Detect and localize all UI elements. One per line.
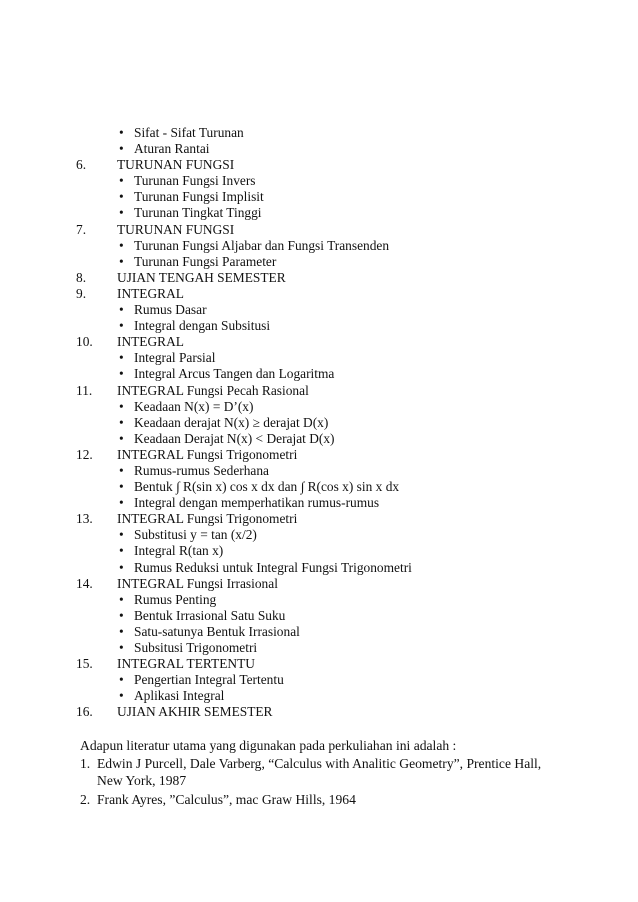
outline-heading <box>0 447 638 463</box>
outline-bullet-text: Keadaan N(x) = D’(x) <box>134 398 254 414</box>
outline-heading-text: INTEGRAL Fungsi Trigonometri <box>117 511 298 527</box>
outline-heading <box>0 511 638 527</box>
outline-bullet-text: Bentuk ∫ R(sin x) cos x dx dan ∫ R(cos x) sin x dx <box>134 479 400 495</box>
outline-heading <box>0 334 638 350</box>
outline-bullet-item <box>0 672 638 688</box>
outline-bullet-text: Satu-satunya Bentuk Irrasional <box>134 623 300 639</box>
reference-text: Frank Ayres, ”Calculus”, mac Graw Hills, 1964 <box>97 792 356 807</box>
outline-bullet-text: Rumus-rumus Sederhana <box>134 462 269 478</box>
outline-bullet-text: Sifat - Sifat Turunan <box>134 125 244 140</box>
outline-heading <box>0 157 638 173</box>
outline-heading-text: UJIAN AKHIR SEMESTER <box>117 704 273 720</box>
bullet-icon: • <box>119 141 124 157</box>
outline-number: 13. <box>76 511 93 527</box>
bullet-icon: • <box>119 623 124 639</box>
outline-heading <box>0 383 638 399</box>
outline-heading <box>0 704 638 720</box>
reference-item <box>0 756 567 789</box>
outline-bullet-item <box>0 173 638 189</box>
outline-number: 11. <box>76 382 93 398</box>
outline-bullet-text: Turunan Fungsi Invers <box>134 173 256 189</box>
outline-bullet-item <box>0 640 638 656</box>
outline-bullet-text: Aturan Rantai <box>134 141 210 157</box>
bullet-icon: • <box>119 430 124 446</box>
bullet-icon: • <box>119 543 124 559</box>
bullet-icon: • <box>119 559 124 575</box>
bullet-icon: • <box>119 607 124 623</box>
outline-number: 6. <box>76 157 87 173</box>
outline-bullet-text: Keadaan derajat N(x) ≥ derajat D(x) <box>134 414 329 430</box>
bullet-icon: • <box>119 237 124 253</box>
reference-number: 2. <box>80 792 91 807</box>
outline-bullet-item <box>0 205 638 221</box>
outline-bullet-text: Integral dengan Subsitusi <box>134 318 271 334</box>
outline-bullet-item <box>0 254 638 270</box>
bullet-icon: • <box>119 591 124 607</box>
bullet-icon: • <box>119 495 124 511</box>
outline-bullet-text: Pengertian Integral Tertentu <box>134 672 284 688</box>
outline-bullet-item <box>0 688 638 704</box>
bullet-icon: • <box>119 688 124 704</box>
bullet-icon: • <box>119 253 124 269</box>
outline-bullet-item <box>0 366 638 382</box>
outline-bullet-text: Aplikasi Integral <box>134 688 225 704</box>
outline-heading-text: INTEGRAL Fungsi Trigonometri <box>117 446 298 462</box>
bullet-icon: • <box>119 125 124 140</box>
outline-number: 10. <box>76 334 93 350</box>
outline-heading <box>0 576 638 592</box>
bullet-icon: • <box>119 366 124 382</box>
outline-bullet-text: Turunan Fungsi Aljabar dan Fungsi Transenden <box>134 237 390 253</box>
bullet-icon: • <box>119 479 124 495</box>
outline-heading-text: TURUNAN FUNGSI <box>117 221 235 237</box>
reference-number: 1. <box>80 756 91 771</box>
outline-bullet-item <box>0 608 638 624</box>
outline-bullet-item <box>0 527 638 543</box>
outline-bullet-item <box>0 624 638 640</box>
bullet-icon: • <box>119 640 124 655</box>
outline-bullet-item <box>0 399 638 415</box>
outline-bullet-item <box>0 415 638 431</box>
outline-bullet-item <box>0 238 638 254</box>
course-outline <box>0 125 638 720</box>
outline-number: 16. <box>76 704 93 720</box>
bullet-icon: • <box>119 350 124 366</box>
outline-bullet-text: Rumus Reduksi untuk Integral Fungsi Trigonometri <box>134 559 412 575</box>
outline-bullet-item <box>0 560 638 576</box>
outline-heading-text: UJIAN TENGAH SEMESTER <box>117 269 286 285</box>
bullet-icon: • <box>119 398 124 414</box>
outline-bullet-text: Integral Arcus Tangen dan Logaritma <box>134 366 335 382</box>
outline-bullet-item <box>0 479 638 495</box>
outline-bullet-item <box>0 125 638 141</box>
outline-number: 14. <box>76 575 93 591</box>
outline-bullet-text: Turunan Fungsi Implisit <box>134 189 264 205</box>
outline-heading <box>0 286 638 302</box>
outline-bullet-item <box>0 350 638 366</box>
bullet-icon: • <box>119 414 124 430</box>
outline-bullet-item <box>0 592 638 608</box>
bullet-icon: • <box>119 527 124 543</box>
outline-bullet-item <box>0 189 638 205</box>
outline-bullet-text: Turunan Fungsi Parameter <box>134 253 277 269</box>
outline-bullet-text: Integral dengan memperhatikan rumus-rumus <box>134 495 380 511</box>
outline-heading <box>0 656 638 672</box>
outline-bullet-text: Integral R(tan x) <box>134 543 224 559</box>
outline-bullet-text: Turunan Tingkat Tinggi <box>134 205 262 221</box>
bullet-icon: • <box>119 205 124 221</box>
outline-bullet-item <box>0 302 638 318</box>
bullet-icon: • <box>119 302 124 318</box>
outline-bullet-text: Subsitusi Trigonometri <box>134 640 258 655</box>
outline-heading-text: INTEGRAL <box>117 285 184 301</box>
outline-heading-text: INTEGRAL <box>117 334 184 350</box>
outline-number: 7. <box>76 221 87 237</box>
bullet-icon: • <box>119 173 124 189</box>
outline-number: 9. <box>76 285 87 301</box>
outline-number: 15. <box>76 656 93 672</box>
outline-heading-text: INTEGRAL Fungsi Irrasional <box>117 575 278 591</box>
outline-bullet-text: Substitusi y = tan (x/2) <box>134 527 257 543</box>
outline-bullet-item <box>0 141 638 157</box>
outline-bullet-item <box>0 463 638 479</box>
outline-heading <box>0 222 638 238</box>
bullet-icon: • <box>119 318 124 334</box>
outline-bullet-item <box>0 318 638 334</box>
bullet-icon: • <box>119 462 124 478</box>
outline-heading-text: INTEGRAL Fungsi Pecah Rasional <box>117 382 309 398</box>
outline-bullet-text: Rumus Dasar <box>134 302 207 318</box>
reference-list <box>0 756 567 809</box>
outline-number: 8. <box>76 269 87 285</box>
outline-number: 12. <box>76 446 93 462</box>
bullet-icon: • <box>119 672 124 688</box>
outline-bullet-item <box>0 495 638 511</box>
outline-bullet-text: Integral Parsial <box>134 350 216 366</box>
reference-item <box>0 792 567 809</box>
outline-bullet-item <box>0 543 638 559</box>
literature-intro: Adapun literatur utama yang digunakan pada perkuliahan ini adalah : <box>80 738 457 753</box>
outline-bullet-text: Bentuk Irrasional Satu Suku <box>134 607 286 623</box>
reference-text: Edwin J Purcell, Dale Varberg, “Calculus with Analitic Geometry”, Prentice Hall, New York, 1987 <box>97 756 542 788</box>
outline-heading-text: TURUNAN FUNGSI <box>117 157 235 173</box>
bullet-icon: • <box>119 189 124 205</box>
outline-bullet-item <box>0 431 638 447</box>
outline-heading <box>0 270 638 286</box>
outline-heading-text: INTEGRAL TERTENTU <box>117 656 255 672</box>
outline-bullet-text: Rumus Penting <box>134 591 217 607</box>
outline-bullet-text: Keadaan Derajat N(x) < Derajat D(x) <box>134 430 335 446</box>
